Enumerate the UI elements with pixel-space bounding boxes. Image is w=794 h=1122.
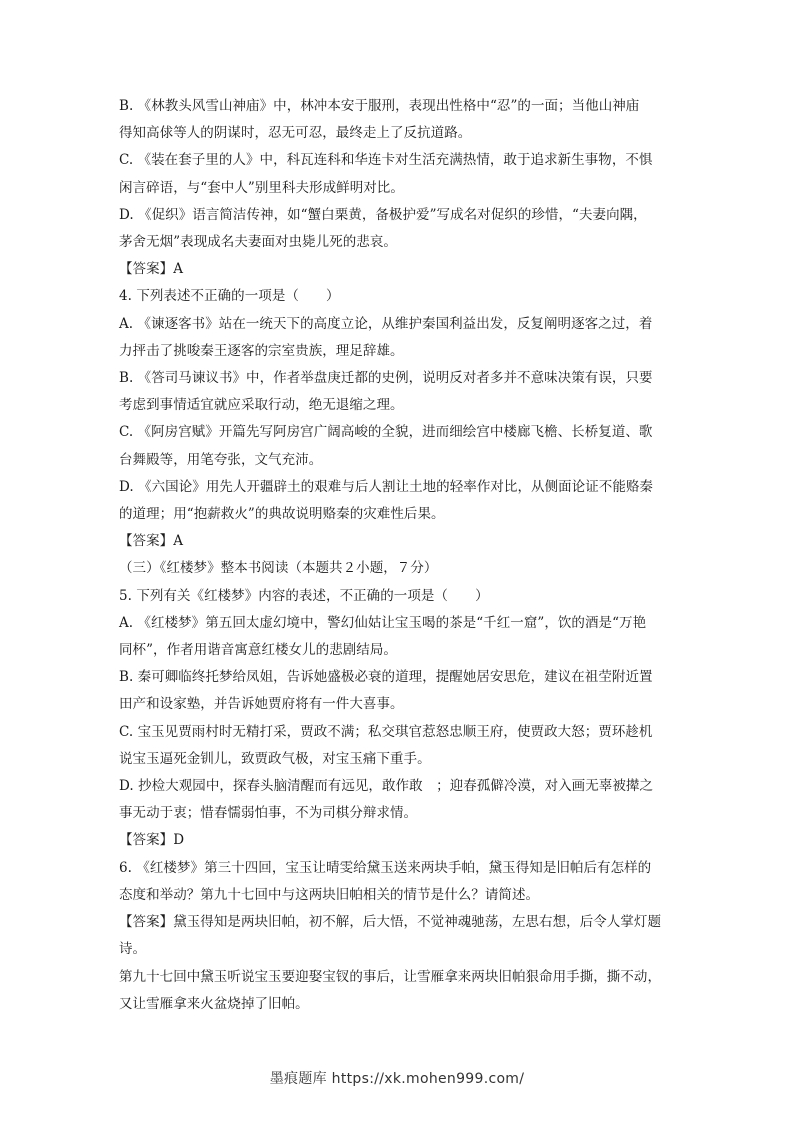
text-line: A. 《谏逐客书》站在一统天下的高度立论，从维护秦国利益出发，反复阐明逐客之过，着 bbox=[119, 315, 653, 332]
question-4: 4. 下列表述不正确的一项是（ ） bbox=[119, 288, 340, 305]
text-line: C. 宝玉见贾雨村时无精打采，贾政不满；私交琪官惹怒忠顺王府，使贾政大怒；贾环趁机 bbox=[119, 723, 653, 740]
text-line: 同杯”，作者用谐音寓意红楼女儿的悲剧结局。 bbox=[119, 642, 397, 659]
footer-watermark: 墨痕题库 https://xk.mohen999.com/ bbox=[269, 1071, 525, 1087]
text-line: C. 《装在套子里的人》中，科瓦连科和华连卡对生活充满热情，敢于追求新生事物，不惧 bbox=[119, 152, 653, 169]
text-line: B. 秦可卿临终托梦给凤姐，告诉她盛极必衰的道理，提醒她居安思危，建议在祖茔附近置 bbox=[119, 669, 653, 686]
text-line: 田产和设家塾，并告诉她贾府将有一件大喜事。 bbox=[119, 696, 404, 713]
text-line: 诗。 bbox=[119, 941, 147, 958]
text-line: 台舞殿等，用笔夸张，文气充沛。 bbox=[119, 451, 323, 468]
text-line: 闲言碎语，与“套中人”别里科夫形成鲜明对比。 bbox=[119, 179, 404, 196]
document-body bbox=[119, 93, 675, 1018]
section-heading: （三）《红楼梦》整本书阅读（本题共２小题，７分） bbox=[119, 560, 438, 577]
text-line: 又让雪雁拿来火盆烧掉了旧帕。 bbox=[119, 995, 309, 1012]
text-line: 事无动于衷；惜春懦弱怕事，不为司棋分辩求情。 bbox=[119, 805, 418, 822]
text-line: 考虑到事情适宜就应采取行动，绝无退缩之理。 bbox=[119, 397, 404, 414]
answer-line: 【答案】A bbox=[119, 533, 183, 550]
text-line: 第九十七回中黛玉听说宝玉要迎娶宝钗的事后，让雪雁拿来两块旧帕狠命用手撕，撕不动， bbox=[119, 968, 661, 985]
text-line: A. 《红楼梦》第五回太虚幻境中，警幻仙姑让宝玉喝的茶是“千红一窟”，饮的酒是“万艳 bbox=[119, 614, 647, 631]
text-line: 的道理；用“抱薪救火”的典故说明赂秦的灾难性后果。 bbox=[119, 506, 445, 523]
answer-line: 【答案】A bbox=[119, 261, 183, 278]
text-line: 茅舍无烟”表现成名夫妻面对虫毙儿死的悲哀。 bbox=[119, 234, 397, 251]
text-line: D. 抄检大观园中，探春头脑清醒而有远见，敢作敢 ；迎春孤僻冷漠，对入画无辜被撵之 bbox=[119, 778, 653, 795]
answer-line: 【答案】黛玉得知是两块旧帕，初不解，后大悟，不觉神魂驰荡，左思右想，后令人掌灯题 bbox=[119, 914, 661, 931]
text-line: B. 《答司马谏议书》中，作者举盘庚迁都的史例，说明反对者多并不意味决策有误，只要 bbox=[119, 370, 653, 387]
text-line: 力抨击了挑唆秦王逐客的宗室贵族，理足辞雄。 bbox=[119, 342, 404, 359]
answer-line: 【答案】D bbox=[119, 832, 185, 849]
text-line: B. 《林教头风雪山神庙》中，林冲本安于服刑，表现出性格中“忍”的一面；当他山神庙 bbox=[119, 98, 640, 114]
text-line: 态度和举动？第九十七回中与这两块旧帕相关的情节是什么？请简述。 bbox=[119, 886, 540, 903]
question-5: 5. 下列有关《红楼梦》内容的表述，不正确的一项是（ ） bbox=[119, 587, 489, 604]
text-line: 说宝玉逼死金钏儿，致贾政气极，对宝玉痛下重手。 bbox=[119, 750, 431, 767]
text-line: D. 《六国论》用先人开疆辟土的艰难与后人割让土地的轻率作对比，从侧面论证不能赂秦 bbox=[119, 478, 653, 495]
text-line: C. 《阿房宫赋》开篇先写阿房宫广阔高峻的全貌，进而细绘宫中楼廊飞檐、长桥复道、歌 bbox=[119, 424, 653, 441]
question-6: 6. 《红楼梦》第三十四回，宝玉让晴雯给黛玉送来两块手帕，黛玉得知是旧帕后有怎样的 bbox=[119, 859, 652, 876]
text-line: D. 《促织》语言简洁传神，如“蟹白栗黄，备极护爱”写成名对促织的珍惜，“夫妻向隅， bbox=[119, 206, 647, 223]
text-line: 得知高俅等人的阴谋时，忍无可忍，最终走上了反抗道路。 bbox=[119, 125, 472, 142]
